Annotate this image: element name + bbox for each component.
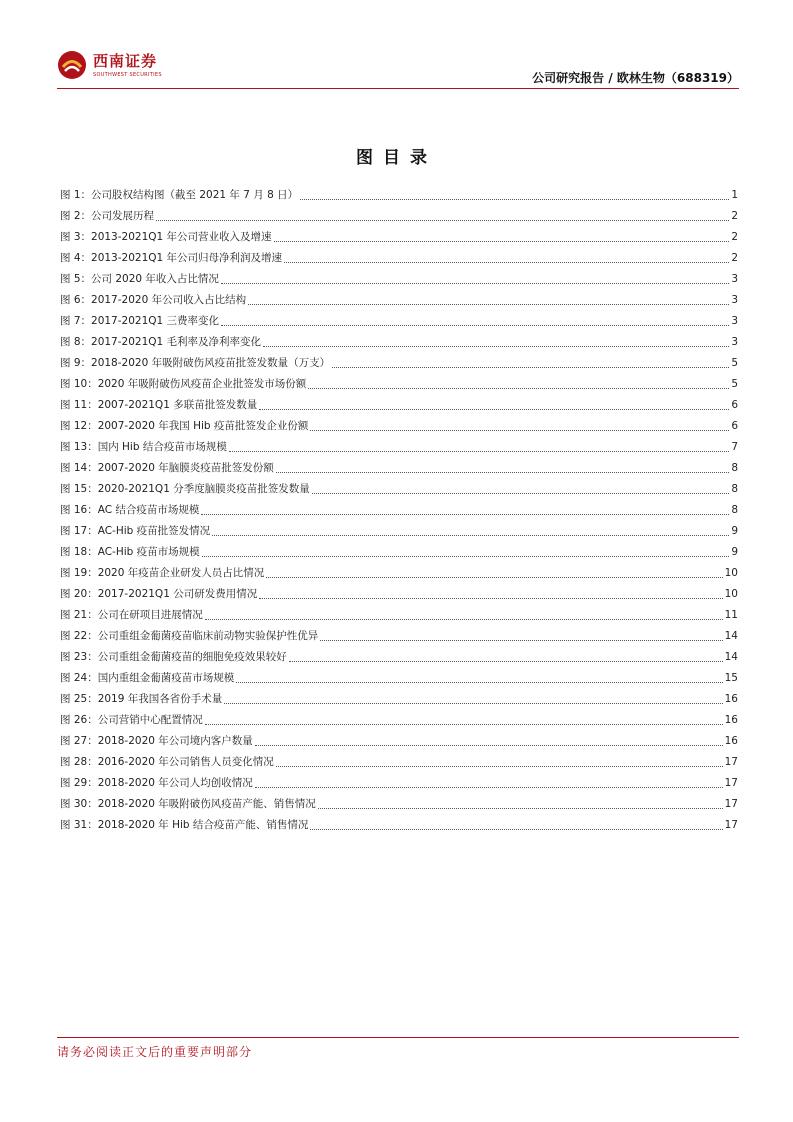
toc-entry-page[interactable]: 10 xyxy=(724,588,738,600)
toc-entry-page[interactable]: 9 xyxy=(731,525,738,537)
toc-leader-dots xyxy=(276,752,723,767)
toc-entry[interactable] xyxy=(60,731,738,752)
toc-entry-page[interactable]: 8 xyxy=(731,462,738,474)
company-logo xyxy=(57,48,177,86)
toc-entry-page[interactable]: 17 xyxy=(724,777,738,789)
toc-entry[interactable] xyxy=(60,479,738,500)
toc-leader-dots xyxy=(212,521,729,536)
figure-toc-list xyxy=(60,185,738,836)
toc-leader-dots xyxy=(202,542,730,557)
toc-leader-dots xyxy=(308,374,729,389)
toc-leader-dots xyxy=(259,584,722,599)
toc-entry[interactable] xyxy=(60,458,738,479)
toc-entry-label[interactable]: 图 22：公司重组金葡菌疫苗临床前动物实验保护性优异 xyxy=(60,630,319,642)
toc-leader-dots xyxy=(318,794,723,809)
toc-entry[interactable] xyxy=(60,542,738,563)
toc-entry[interactable] xyxy=(60,815,738,836)
toc-entry-label[interactable]: 图 4：2013-2021Q1 年公司归母净利润及增速 xyxy=(60,252,283,264)
toc-leader-dots xyxy=(205,605,723,620)
toc-entry[interactable] xyxy=(60,227,738,248)
toc-entry[interactable] xyxy=(60,710,738,731)
toc-entry-label[interactable]: 图 16：AC 结合疫苗市场规模 xyxy=(60,504,200,516)
toc-entry-label[interactable]: 图 1：公司股权结构图（截至 2021 年 7 月 8 日） xyxy=(60,189,299,201)
toc-entry-page[interactable]: 3 xyxy=(731,315,738,327)
toc-entry-page[interactable]: 3 xyxy=(731,336,738,348)
toc-leader-dots xyxy=(332,353,729,368)
toc-leader-dots xyxy=(255,773,723,788)
toc-entry-page[interactable]: 2 xyxy=(731,210,738,222)
toc-entry-page[interactable]: 3 xyxy=(731,273,738,285)
toc-entry-label[interactable]: 图 8：2017-2021Q1 毛利率及净利率变化 xyxy=(60,336,262,348)
toc-entry-label[interactable]: 图 15：2020-2021Q1 分季度脑膜炎疫苗批签发数量 xyxy=(60,483,310,495)
toc-entry[interactable] xyxy=(60,269,738,290)
toc-entry-page[interactable]: 1 xyxy=(731,189,738,201)
toc-leader-dots xyxy=(310,815,722,830)
toc-leader-dots xyxy=(289,647,723,662)
toc-entry-label[interactable]: 图 24：国内重组金葡菌疫苗市场规模 xyxy=(60,672,235,684)
toc-entry-label[interactable]: 图 20：2017-2021Q1 公司研发费用情况 xyxy=(60,588,258,600)
toc-entry[interactable] xyxy=(60,563,738,584)
toc-entry-label[interactable]: 图 5：公司 2020 年收入占比情况 xyxy=(60,273,219,285)
logo-emblem-icon xyxy=(57,50,87,80)
toc-entry-label[interactable]: 图 29：2018-2020 年公司人均创收情况 xyxy=(60,777,253,789)
logo-name: 西南证券 xyxy=(93,52,158,70)
toc-entry-label[interactable]: 图 12：2007-2020 年我国 Hib 疫苗批签发企业份额 xyxy=(60,420,309,432)
toc-entry-label[interactable]: 图 26：公司营销中心配置情况 xyxy=(60,714,203,726)
toc-entry[interactable] xyxy=(60,374,738,395)
toc-entry[interactable] xyxy=(60,752,738,773)
toc-entry-label[interactable]: 图 28：2016-2020 年公司销售人员变化情况 xyxy=(60,756,274,768)
toc-entry[interactable] xyxy=(60,773,738,794)
toc-entry-page[interactable]: 17 xyxy=(724,819,738,831)
toc-entry-label[interactable]: 图 13：国内 Hib 结合疫苗市场规模 xyxy=(60,441,227,453)
toc-entry[interactable] xyxy=(60,500,738,521)
toc-entry-page[interactable]: 16 xyxy=(724,714,738,726)
footer-disclaimer: 请务必阅读正文后的重要声明部分 xyxy=(57,1045,253,1059)
toc-leader-dots xyxy=(255,731,723,746)
toc-entry-label[interactable]: 图 2：公司发展历程 xyxy=(60,210,155,222)
toc-leader-dots xyxy=(310,416,729,431)
toc-entry-page[interactable]: 3 xyxy=(731,294,738,306)
toc-leader-dots xyxy=(156,206,729,221)
toc-leader-dots xyxy=(221,269,729,284)
toc-leader-dots xyxy=(236,668,722,683)
toc-entry[interactable] xyxy=(60,395,738,416)
toc-entry-label[interactable]: 图 19：2020 年疫苗企业研发人员占比情况 xyxy=(60,567,265,579)
toc-leader-dots xyxy=(266,563,722,578)
toc-entry-page[interactable]: 6 xyxy=(731,399,738,411)
toc-entry[interactable] xyxy=(60,206,738,227)
toc-entry-label[interactable]: 图 9：2018-2020 年吸附破伤风疫苗批签发数量（万支） xyxy=(60,357,331,369)
toc-entry-label[interactable]: 图 27：2018-2020 年公司境内客户数量 xyxy=(60,735,253,747)
toc-leader-dots xyxy=(201,500,729,515)
toc-entry[interactable] xyxy=(60,605,738,626)
toc-entry-label[interactable]: 图 6：2017-2020 年公司收入占比结构 xyxy=(60,294,247,306)
toc-entry[interactable] xyxy=(60,626,738,647)
toc-entry-page[interactable]: 8 xyxy=(731,483,738,495)
toc-leader-dots xyxy=(248,290,729,305)
toc-entry[interactable] xyxy=(60,290,738,311)
header-divider xyxy=(57,88,739,89)
toc-entry[interactable] xyxy=(60,689,738,710)
toc-entry-label[interactable]: 图 17：AC-Hib 疫苗批签发情况 xyxy=(60,525,211,537)
toc-entry-label[interactable]: 图 7：2017-2021Q1 三费率变化 xyxy=(60,315,220,327)
toc-entry-page[interactable]: 9 xyxy=(731,546,738,558)
toc-entry-page[interactable]: 5 xyxy=(731,378,738,390)
logo-subtitle: SOUTHWEST SECURITIES xyxy=(93,72,162,78)
toc-entry[interactable] xyxy=(60,668,738,689)
toc-entry[interactable] xyxy=(60,311,738,332)
toc-entry-label[interactable]: 图 3：2013-2021Q1 年公司营业收入及增速 xyxy=(60,231,272,243)
toc-entry-label[interactable]: 图 21：公司在研项目进展情况 xyxy=(60,609,203,621)
toc-leader-dots xyxy=(284,248,729,263)
toc-entry-page[interactable]: 14 xyxy=(724,651,738,663)
toc-entry[interactable] xyxy=(60,647,738,668)
toc-entry-label[interactable]: 图 14：2007-2020 年脑膜炎疫苗批签发份额 xyxy=(60,462,274,474)
toc-entry[interactable] xyxy=(60,794,738,815)
toc-entry-page[interactable]: 11 xyxy=(724,609,738,621)
toc-leader-dots xyxy=(224,689,722,704)
toc-leader-dots xyxy=(276,458,730,473)
toc-leader-dots xyxy=(205,710,723,725)
toc-entry[interactable] xyxy=(60,521,738,542)
toc-entry-page[interactable]: 2 xyxy=(731,252,738,264)
toc-entry-page[interactable]: 17 xyxy=(724,756,738,768)
toc-entry-page[interactable]: 17 xyxy=(724,798,738,810)
toc-entry[interactable] xyxy=(60,416,738,437)
toc-entry[interactable] xyxy=(60,332,738,353)
toc-entry-page[interactable]: 8 xyxy=(731,504,738,516)
toc-heading: 图目录 xyxy=(356,148,437,168)
toc-entry[interactable] xyxy=(60,584,738,605)
toc-entry-page[interactable]: 16 xyxy=(724,735,738,747)
toc-entry-page[interactable]: 5 xyxy=(731,357,738,369)
page-header xyxy=(57,44,739,90)
report-title: 公司研究报告 / 欧林生物（688319） xyxy=(532,71,739,85)
toc-leader-dots xyxy=(320,626,722,641)
toc-leader-dots xyxy=(274,227,730,242)
toc-leader-dots xyxy=(312,479,730,494)
toc-entry[interactable] xyxy=(60,353,738,374)
toc-leader-dots xyxy=(221,311,729,326)
toc-entry-label[interactable]: 图 18：AC-Hib 疫苗市场规模 xyxy=(60,546,200,558)
toc-entry-page[interactable]: 15 xyxy=(724,672,738,684)
toc-entry-page[interactable]: 14 xyxy=(724,630,738,642)
toc-entry-page[interactable]: 16 xyxy=(724,693,738,705)
toc-entry-label[interactable]: 图 10：2020 年吸附破伤风疫苗企业批签发市场份额 xyxy=(60,378,307,390)
toc-leader-dots xyxy=(259,395,729,410)
toc-entry-label[interactable]: 图 30：2018-2020 年吸附破伤风疫苗产能、销售情况 xyxy=(60,798,316,810)
toc-entry-page[interactable]: 2 xyxy=(731,231,738,243)
toc-entry-page[interactable]: 7 xyxy=(731,441,738,453)
toc-leader-dots xyxy=(229,437,729,452)
toc-entry[interactable] xyxy=(60,248,738,269)
toc-entry-label[interactable]: 图 31：2018-2020 年 Hib 结合疫苗产能、销售情况 xyxy=(60,819,309,831)
toc-entry-page[interactable]: 6 xyxy=(731,420,738,432)
toc-entry-page[interactable]: 10 xyxy=(724,567,738,579)
toc-entry-label[interactable]: 图 25：2019 年我国各省份手术量 xyxy=(60,693,223,705)
toc-entry-label[interactable]: 图 11：2007-2021Q1 多联苗批签发数量 xyxy=(60,399,258,411)
toc-entry[interactable] xyxy=(60,185,738,206)
toc-entry[interactable] xyxy=(60,437,738,458)
toc-entry-label[interactable]: 图 23：公司重组金葡菌疫苗的细胞免疫效果较好 xyxy=(60,651,287,663)
toc-leader-dots xyxy=(300,185,729,200)
toc-leader-dots xyxy=(263,332,729,347)
footer-divider xyxy=(57,1037,739,1038)
